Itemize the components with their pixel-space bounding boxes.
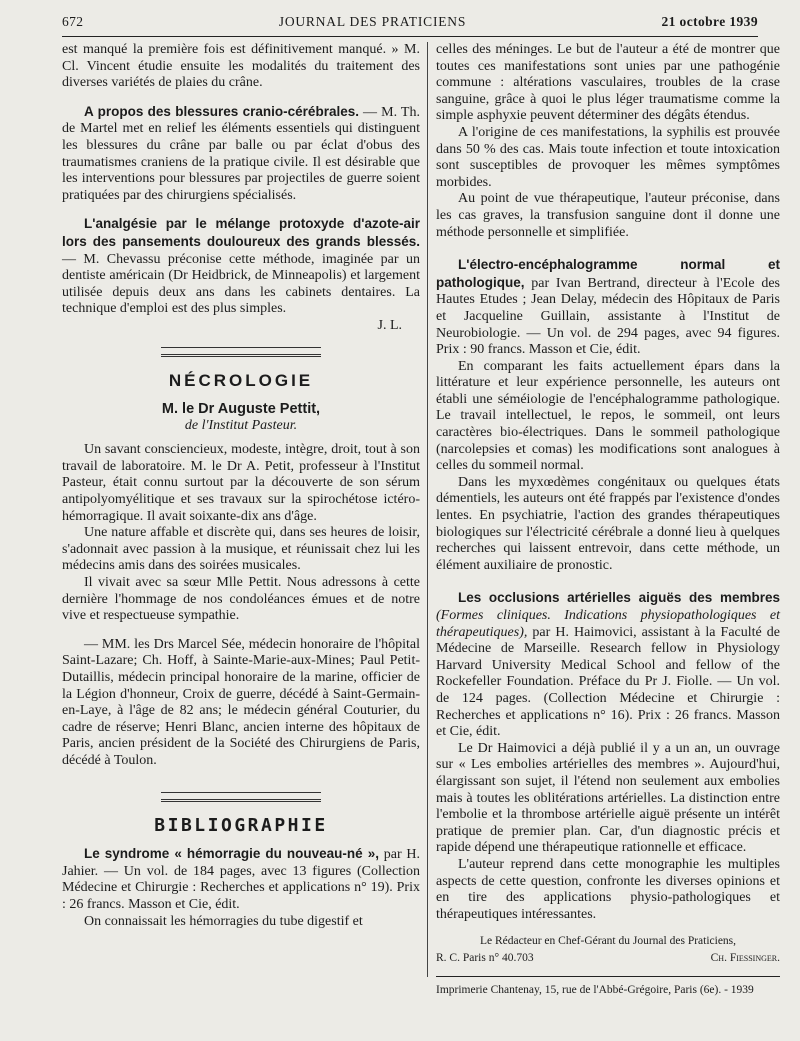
article-heading: A propos des blessures cranio-cérébrales. <box>84 103 359 119</box>
journal-title: JOURNAL DES PRATICIENS <box>278 14 467 29</box>
review-eeg <box>436 257 780 359</box>
editor-footer <box>436 933 780 966</box>
section-ornament <box>161 347 321 357</box>
review-paragraph: Le Dr Haimovici a déjà publié il y a un an, un ouvrage sur « Les embolies artérielles des membres ». Aujourd'hui, élargissant son sujet, il l'étend non seulement aux embolies mais à toutes les oblitérations artérielles. La distinction entre l'embolie et la thrombose artérielle aiguë présente un intérêt pratique de premier plan. Car, d'un diagnostic précis et rapide dépend une thérapeutique rationnelle et efficace. <box>436 740 780 856</box>
article-body: — M. Chevassu préconise cette méthode, imaginée par un dentiste américain (Dr Heidbrick, de Minneapolis) et largement utilisée depuis deux ans dans les cabinets dentaires. La technique d'emploi est des plus simples. <box>62 251 420 317</box>
column-divider <box>427 42 428 977</box>
obituary-paragraph: Un savant consciencieux, modeste, intègre, droit, tout à son travail de laboratoire. M. le Dr A. Petit, professeur à l'Institut Pasteur, était connu surtout par la découverte de son sérum antipolyomyélitique et ses travaux sur la spirochétose ictéro-hémorragique. Il avait soixante-dix ans d'âge. <box>62 442 420 524</box>
review-paragraph: Dans les myxœdèmes congénitaux ou quelques états démentiels, les auteurs ont été frappés par l'existence d'ondes lentes. En psychiatrie, l'action des grandes thérapeutiques biologiques sur l'électricité cérébrale a donné lieu à quelques recherches qui laissent entrevoir, dans cette méthode, un élément auxiliaire de pronostic. <box>436 474 780 573</box>
obituary-paragraph: Il vivait avec sa sœur Mlle Pettit. Nous adressons à cette dernière l'hommage de nos condoléances émues et de notre vive et respectueuse sympathie. <box>62 575 420 624</box>
continued-paragraph: est manqué la première fois est définitivement manqué. » M. Cl. Vincent étudie ensuite les modalités du traitement des diverses variétés de plaies du crâne. <box>62 42 420 91</box>
obituary-affiliation: de l'Institut Pasteur. <box>184 417 298 433</box>
review-heading: L'électro-encéphalogramme normal et pathologique, <box>436 257 780 290</box>
review-body: par H. Jahier. — Un vol. de 184 pages, avec 13 figures (Collection Médecine et Chirurgie : Recherches et applications n° 19). Prix : 26 francs. Masson et Cie, édit. <box>62 847 420 912</box>
review-paragraph: A l'origine de ces manifestations, la syphilis est prouvée dans 50 % des cas. Mais toute infection et toute intoxication sont susceptibles de provoquer les mêmes symptômes morbides. <box>436 124 780 190</box>
review-paragraph: Au point de vue thérapeutique, l'auteur préconise, dans les cas graves, la transfusion sanguine dont il donne une méthode personnelle et simplifiée. <box>436 191 780 240</box>
review-paragraph: On connaissait les hémorragies du tube digestif et <box>84 913 363 929</box>
editor-name: Ch. Fiessinger. <box>710 951 780 964</box>
article-heading: L'analgésie par le mélange protoxyde d'azote-air lors des pansements douloureux des grands blessés. <box>62 216 420 249</box>
printer-imprint: Imprimerie Chantenay, 15, rue de l'Abbé-Grégoire, Paris (6e). - 1939 <box>436 976 780 999</box>
header-rule <box>62 36 758 37</box>
section-title-bibliographie: BIBLIOGRAPHIE <box>154 814 328 836</box>
left-column <box>62 42 420 930</box>
review-subtitle: (Formes cliniques. Indications physiopathologiques et thérapeutiques), <box>436 608 780 640</box>
right-column <box>436 42 780 999</box>
review-heading: Le syndrome « hémorragie du nouveau-né », <box>84 846 379 862</box>
deaths-list: — MM. les Drs Marcel Sée, médecin honoraire de l'hôpital Saint-Lazare; Ch. Hoff, à Sainte-Marie-aux-Mines; Paul Petit-Dutaillis, médecin principal honoraire de la marine, officier de la Légion d'honneur, Croix de guerre, décédé à Saint-Germain-en-Laye, à l'âge de 82 ans; le médecin général Couturier, du cadre de réserve; Henri Blanc, ancien interne des hôpitaux de Paris, ancien président de la Société des Chirurgiens de Paris, décédé à Toulon. <box>62 636 420 768</box>
author-signature: J. L. <box>377 317 402 333</box>
review-heading: Les occlusions artérielles aiguës des membres <box>458 590 780 606</box>
registration-number: R. C. Paris n° 40.703 <box>436 951 534 964</box>
review-paragraph: L'auteur reprend dans cette monographie les multiples aspects de cette question, confronte les diverses opinions et en tire des applications physio-pathologiques et thérapeutiques intéressantes. <box>436 856 780 922</box>
page-number: 672 <box>62 14 84 29</box>
running-header <box>62 14 758 36</box>
review-syndrome <box>62 846 420 913</box>
section-title-necrologie: NÉCROLOGIE <box>168 370 314 390</box>
obituary-name: M. le Dr Auguste Pettit, <box>161 401 321 418</box>
review-body: par Ivan Bertrand, directeur à l'Ecole des Hautes Etudes ; Jean Delay, médecin des Hôpitaux de Paris et Jacqueline Guillain, assistante à l'Institut de Neurobiologie. — Un vol. de 294 pages, avec 94 figures. Prix : 90 francs. Masson et Cie, édit. <box>436 275 780 358</box>
editor-line: Le Rédacteur en Chef-Gérant du Journal des Praticiens, <box>479 935 737 948</box>
review-paragraph: celles des méninges. Le but de l'auteur a été de montrer que toutes ces manifestations sont unies par une pathogénie commune : altérations vasculaires, troubles de la crase sanguine, grâce à quoi le plus léger traumatisme comme la simple asphyxie peuvent déterminer des dégâts étendus. <box>436 42 780 124</box>
article-blessures <box>62 104 420 205</box>
review-occlusions <box>436 590 780 740</box>
section-ornament <box>161 792 321 802</box>
editor-row <box>436 950 780 967</box>
obituary-paragraph: Une nature affable et discrète qui, dans ses heures de loisir, s'adonnait avec passion à la musique, et réunissait chez lui les médecins amis dans des soirées musicales. <box>62 525 420 574</box>
article-analgesie <box>62 216 420 318</box>
article-body: — M. Th. de Martel met en relief les éléments essentiels qui distinguent les blessures du crâne par balle ou par éclat d'obus des traumatismes craniens de la pratique civile. Il est désirable que les interventions pour blessures par projectiles de guerre soient pratiquées par des chirurgiens spécialisés. <box>62 104 420 203</box>
review-body: par H. Haimovici, assistant à la Faculté de Médecine de Marseille. Research fellow in Physiology Harvard University Medical School and fellow of the Rockefeller Foundation. Préface du Pr J. Fiolle. — Un vol. de 124 pages. (Collection Médecine et Chirurgie : Recherches et applications n° 16). Prix : 26 francs. Masson et Cie, édit. <box>436 624 780 740</box>
review-paragraph: En comparant les faits actuellement épars dans la littérature et leur expérience personnelle, les auteurs ont établi une séméiologie de l'encéphalogramme pathologique. Le travail intellectuel, le repos, le sommeil, ont leurs caractères bio-électriques. Dans le sommeil pathologique (narcolepsies et comas) les modifications sont analogues à celles du sommeil normal. <box>436 358 780 474</box>
issue-date: 21 octobre 1939 <box>661 14 758 29</box>
